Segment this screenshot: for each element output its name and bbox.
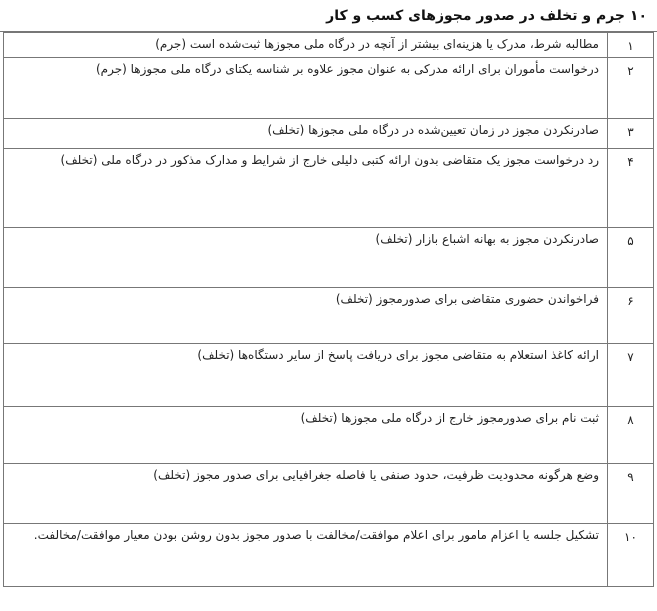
row-text: درخواست مأموران برای ارائه مدرکی به عنوان مجوز علاوه بر شناسه یکتای درگاه ملی مجوزها (جرم): [4, 58, 608, 119]
row-number: ۸: [608, 407, 654, 464]
table-row: [4, 119, 654, 149]
row-number: ۶: [608, 288, 654, 344]
table-row: [4, 344, 654, 407]
table-row: [4, 407, 654, 464]
table-title: ۱۰ جرم و تخلف در صدور مجوزهای کسب و کار: [0, 0, 657, 32]
row-number: ۴: [608, 149, 654, 228]
row-text: رد درخواست مجوز یک متقاضی بدون ارائه کتبی دلیلی خارج از شرایط و مدارک مذکور در درگاه ملی (تخلف): [4, 149, 608, 228]
row-text: صادرنکردن مجوز در زمان تعیین‌شده در درگاه ملی مجوزها (تخلف): [4, 119, 608, 149]
row-text: تشکیل جلسه یا اعزام مامور برای اعلام موافقت/مخالفت با صدور مجوز بدون روشن بودن معیار موافقت/مخالفت.: [4, 524, 608, 587]
row-number: ۱: [608, 33, 654, 58]
row-text: مطالبه شرط، مدرک یا هزینه‌ای بیشتر از آنچه در درگاه ملی مجوزها ثبت‌شده است (جرم): [4, 33, 608, 58]
table-row: [4, 33, 654, 58]
table-row: [4, 288, 654, 344]
row-number: ۳: [608, 119, 654, 149]
row-text: فراخواندن حضوری متقاضی برای صدورمجوز (تخلف): [4, 288, 608, 344]
table-row: [4, 149, 654, 228]
table-row: [4, 524, 654, 587]
row-number: ۲: [608, 58, 654, 119]
row-number: ۵: [608, 228, 654, 288]
row-text: وضع هرگونه محدودیت ظرفیت، حدود صنفی یا فاصله جغرافیایی برای صدور مجوز (تخلف): [4, 464, 608, 524]
table-row: [4, 228, 654, 288]
row-text: ثبت نام برای صدورمجوز خارج از درگاه ملی مجوزها (تخلف): [4, 407, 608, 464]
row-text: صادرنکردن مجوز به بهانه اشباع بازار (تخلف): [4, 228, 608, 288]
violations-table: [3, 32, 654, 587]
row-number: ۷: [608, 344, 654, 407]
row-number: ۱۰: [608, 524, 654, 587]
table-row: [4, 464, 654, 524]
table-row: [4, 58, 654, 119]
row-number: ۹: [608, 464, 654, 524]
row-text: ارائه کاغذ استعلام به متقاضی مجوز برای دریافت پاسخ از سایر دستگاه‌ها (تخلف): [4, 344, 608, 407]
